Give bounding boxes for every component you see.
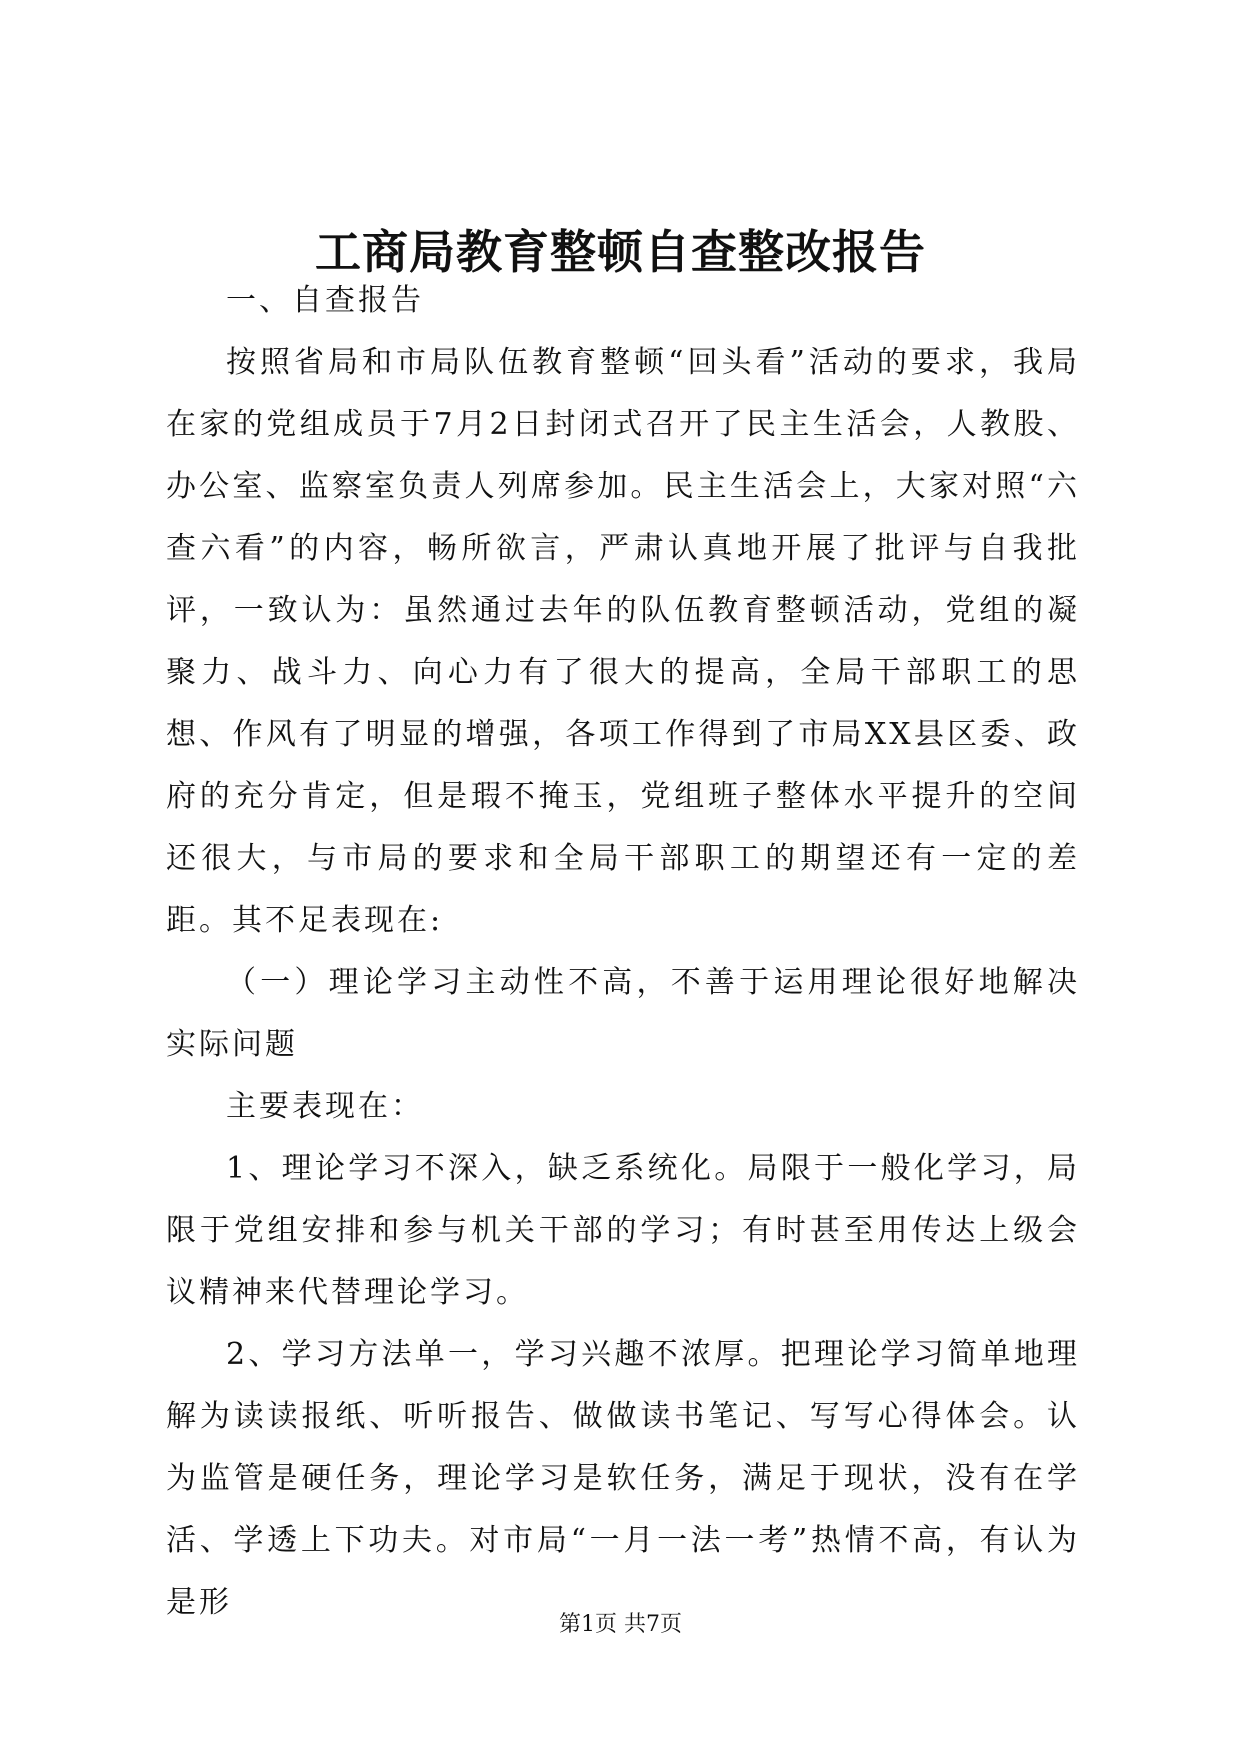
subsection-heading: （一）理论学习主动性不高，不善于运用理论很好地解决实际问题 [166,965,1080,1062]
document-body [166,270,1080,1634]
paragraph-intro: 按照省局和市局队伍教育整顿“回头看”活动的要求，我局在家的党组成员于7月2日封闭式召开了民主生活会，人教股、办公室、监察室负责人列席参加。民主生活会上，大家对照“六查六看”的内容，畅所欲言，严肃认真地开展了批评与自我批评，一致认为：虽然通过去年的队伍教育整顿活动，党组的凝聚力、战斗力、向心力有了很大的提高，全局干部职工的思想、作风有了明显的增强，各项工作得到了市局XX县区委、政府的充分肯定，但是瑕不掩玉，党组班子整体水平提升的空间还很大，与市局的要求和全局干部职工的期望还有一定的差距。其不足表现在: [166,345,1080,938]
page-number: 第1页 共7页 [559,1612,682,1637]
section-heading: 一、自查报告 [226,283,424,318]
paragraph-item-1: 1、理论学习不深入，缺乏系统化。局限于一般化学习，局限于党组安排和参与机关干部的学习；有时甚至用传达上级会议精神来代替理论学习。 [166,1151,1080,1310]
paragraph-item-2: 2、学习方法单一，学习兴趣不浓厚。把理论学习简单地理解为读读报纸、听听报告、做做读书笔记、写写心得体会。认为监管是硬任务，理论学习是软任务，满足于现状，没有在学活、学透上下功夫。对市局“一月一法一考”热情不高，有认为是形 [166,1337,1080,1620]
paragraph-lead: 主要表现在： [226,1089,424,1124]
document-title: 工商局教育整顿自查整改报告 [315,225,926,279]
